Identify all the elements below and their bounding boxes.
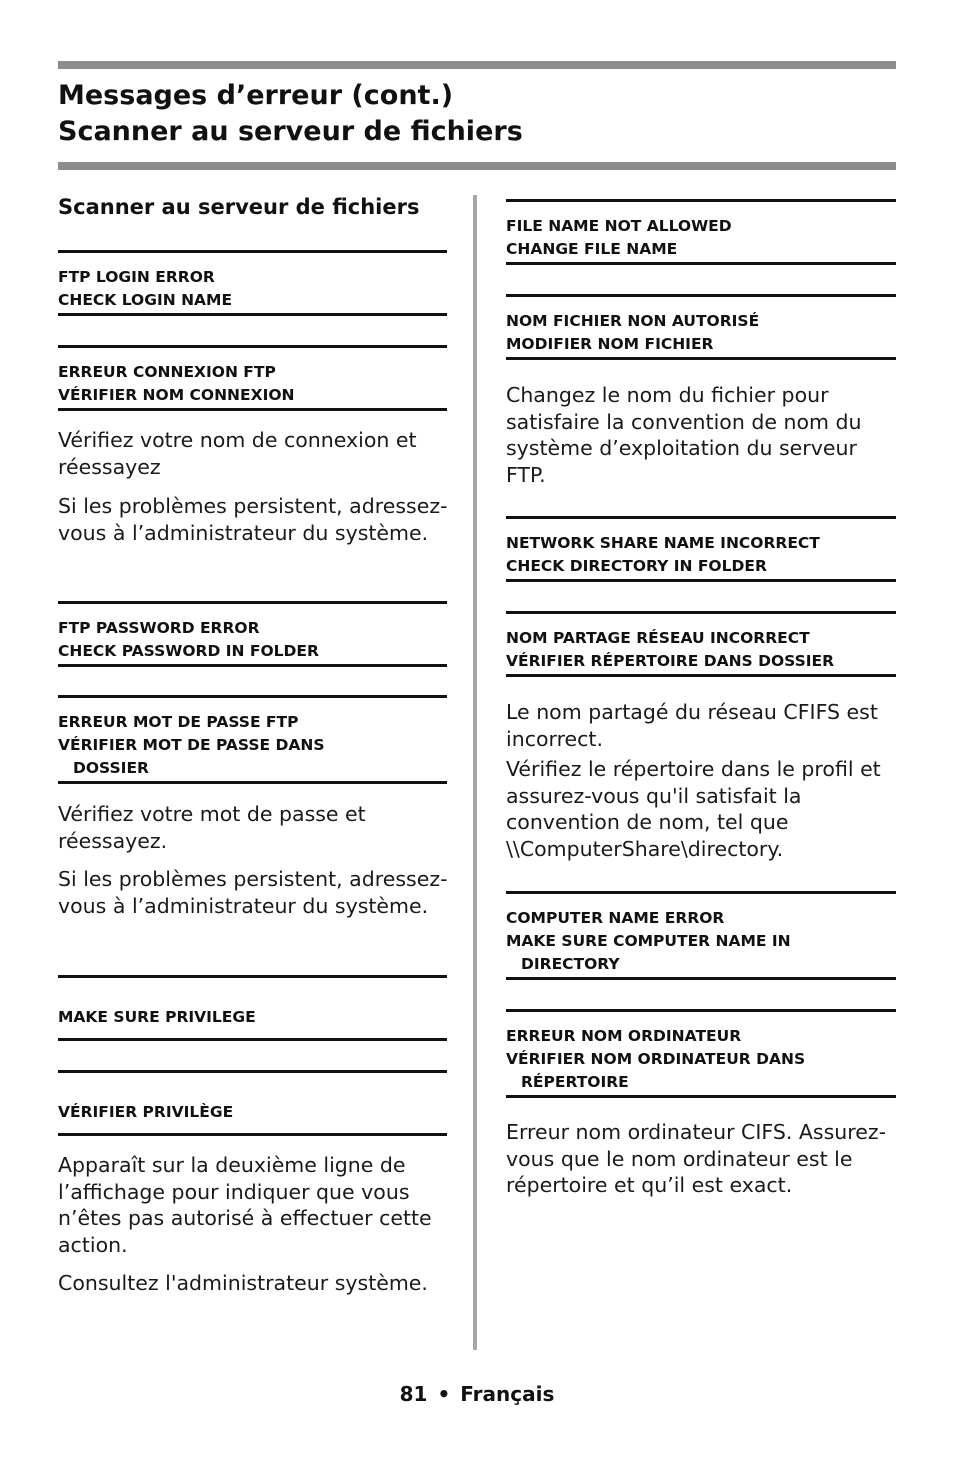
- error-box-nom-ordinateur: [506, 1009, 896, 1098]
- body-paragraph: Si les problèmes persistent, adressez-vous à l’administrateur du système.: [58, 494, 448, 545]
- page-footer: [0, 1380, 954, 1408]
- error-line: MODIFIER NOM FICHIER: [506, 335, 714, 353]
- error-line: CHECK PASSWORD IN FOLDER: [58, 642, 319, 660]
- body-paragraph: Apparaît sur la deuxième ligne de l’affichage pour indiquer que vous n’êtes pas autorisé à effectuer cette action.: [58, 1153, 432, 1257]
- page-title: [58, 78, 523, 150]
- error-line: FILE NAME NOT ALLOWED: [506, 217, 732, 235]
- error-line: DOSSIER: [73, 759, 149, 777]
- error-line: COMPUTER NAME ERROR: [506, 909, 725, 927]
- error-line: NOM PARTAGE RÉSEAU INCORRECT: [506, 629, 810, 647]
- error-line: NETWORK SHARE NAME INCORRECT: [506, 534, 820, 552]
- page-number: 81: [399, 1382, 428, 1406]
- section-heading: Scanner au serveur de fichiers: [58, 195, 420, 219]
- error-line: VÉRIFIER NOM CONNEXION: [58, 386, 295, 404]
- error-line: NOM FICHIER NON AUTORISÉ: [506, 312, 760, 330]
- body-paragraph: Vérifiez le répertoire dans le profil et assurez-vous qu'il satisfait la convention de nom, tel que \\ComputerShare\directory.: [506, 757, 881, 861]
- error-line: VÉRIFIER NOM ORDINATEUR DANS: [506, 1050, 806, 1068]
- error-line: VÉRIFIER MOT DE PASSE DANS: [58, 736, 325, 754]
- error-line: CHANGE FILE NAME: [506, 240, 678, 258]
- error-line: ERREUR CONNEXION FTP: [58, 363, 276, 381]
- error-line: MAKE SURE COMPUTER NAME IN: [506, 932, 791, 950]
- footer-language: Français: [460, 1382, 555, 1406]
- error-box-computer-name: [506, 891, 896, 980]
- column-divider: [473, 195, 477, 1350]
- error-box-nom-fichier: [506, 294, 896, 360]
- body-paragraph: Consultez l'administrateur système.: [58, 1271, 428, 1295]
- page-title-line1: Messages d’erreur (cont.): [58, 80, 454, 111]
- error-box-network-share: [506, 516, 896, 582]
- body-paragraph: Erreur nom ordinateur CIFS. Assurez-vous que le nom ordinateur est le répertoire et qu’il est exact.: [506, 1120, 886, 1197]
- error-line: MAKE SURE PRIVILEGE: [58, 1008, 256, 1026]
- error-box-connexion-ftp: [58, 345, 447, 411]
- error-box-ftp-login: [58, 250, 447, 316]
- error-box-nom-partage: [506, 611, 896, 677]
- error-line: FTP PASSWORD ERROR: [58, 619, 260, 637]
- error-line: DIRECTORY: [521, 955, 620, 973]
- page-title-line2: Scanner au serveur de fichiers: [58, 116, 523, 147]
- error-line: ERREUR MOT DE PASSE FTP: [58, 713, 299, 731]
- error-box-make-sure-privilege: [58, 975, 447, 1041]
- footer-separator: •: [437, 1382, 451, 1406]
- header-bottom-rule: [58, 162, 896, 170]
- error-box-verifier-privilege: [58, 1070, 447, 1136]
- body-paragraph: Le nom partagé du réseau CFIFS est incorrect.: [506, 700, 878, 751]
- error-line: RÉPERTOIRE: [521, 1073, 629, 1091]
- error-box-ftp-password: [58, 601, 447, 667]
- error-line: VÉRIFIER RÉPERTOIRE DANS DOSSIER: [506, 652, 835, 670]
- body-paragraph: Vérifiez votre mot de passe et réessayez.: [58, 802, 366, 853]
- error-line: CHECK LOGIN NAME: [58, 291, 233, 309]
- body-paragraph: Changez le nom du fichier pour satisfaire la convention de nom du système d’exploitation du serveur FTP.: [506, 383, 862, 487]
- error-line: FTP LOGIN ERROR: [58, 268, 215, 286]
- header-top-rule: [58, 61, 896, 69]
- body-paragraph: Vérifiez votre nom de connexion et réessayez: [58, 428, 417, 479]
- error-line: VÉRIFIER PRIVILÈGE: [58, 1103, 234, 1121]
- error-line: CHECK DIRECTORY IN FOLDER: [506, 557, 767, 575]
- error-box-mot-de-passe: [58, 695, 447, 784]
- error-line: ERREUR NOM ORDINATEUR: [506, 1027, 742, 1045]
- body-paragraph: Si les problèmes persistent, adressez-vous à l’administrateur du système.: [58, 867, 448, 918]
- error-box-file-name-not-allowed: [506, 199, 896, 265]
